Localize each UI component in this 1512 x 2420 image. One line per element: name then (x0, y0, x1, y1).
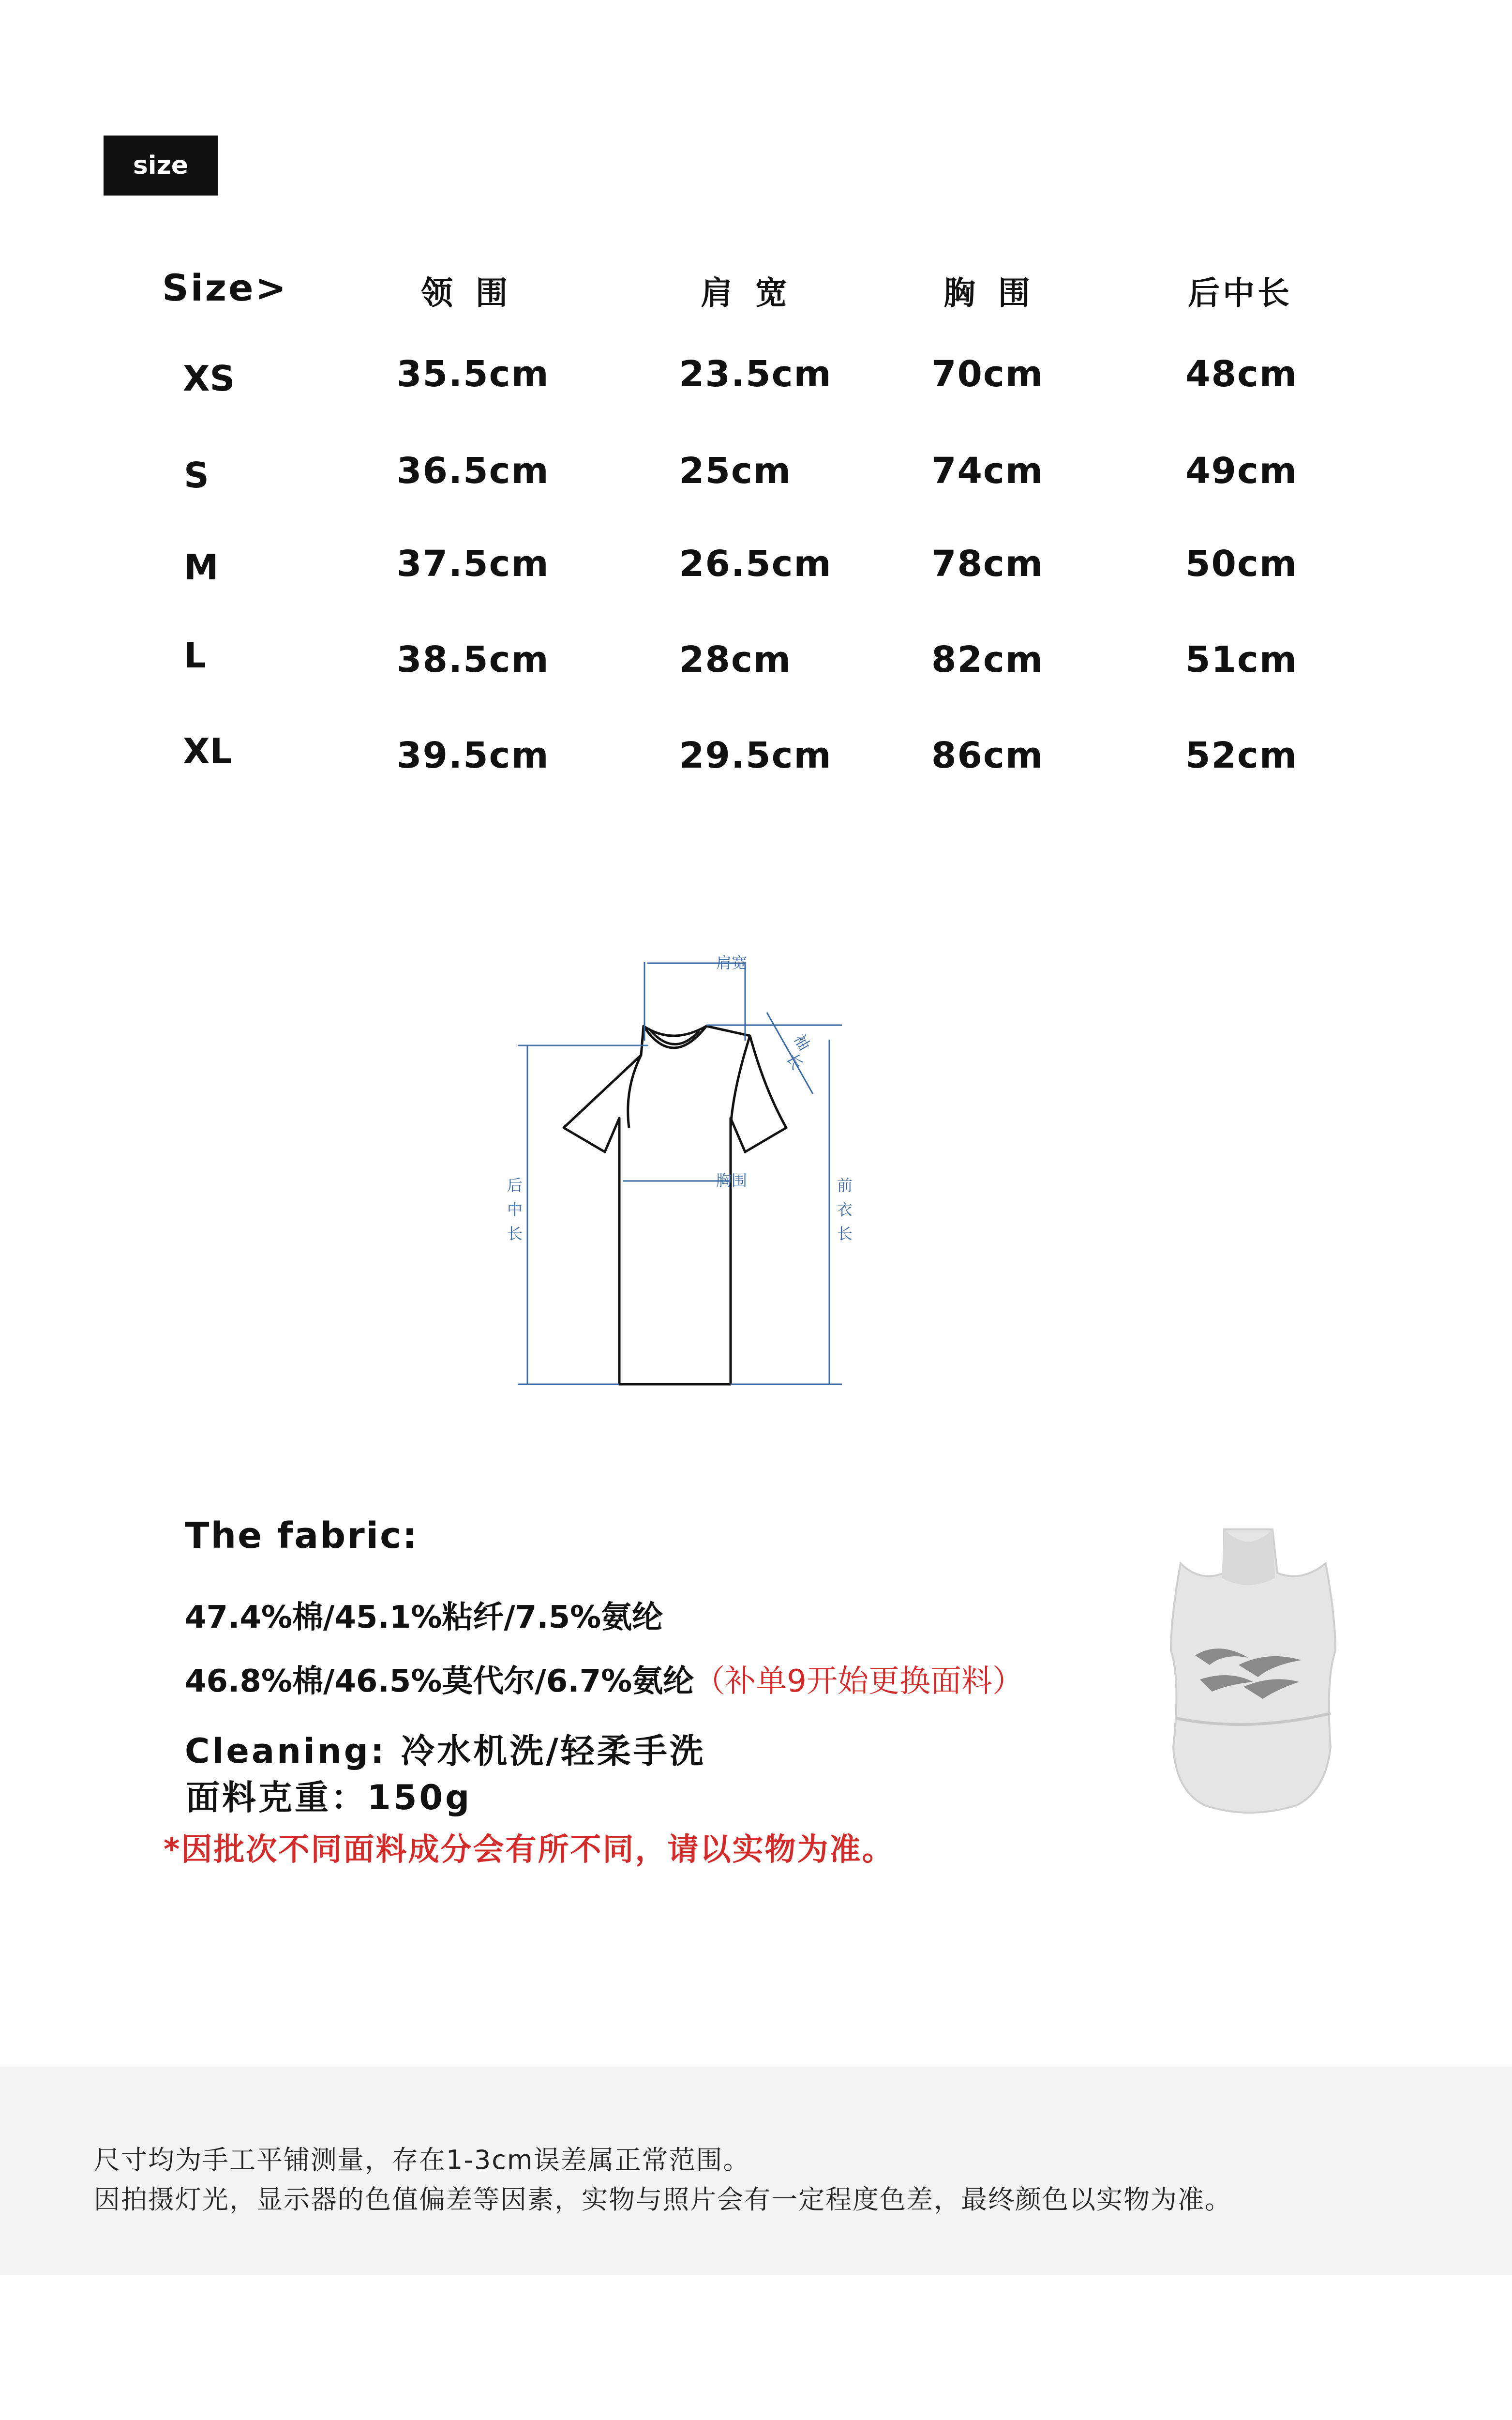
lbl-back0: 后 (507, 1176, 523, 1195)
header-size: Size> (162, 266, 288, 309)
size-tag: size (104, 136, 218, 196)
lbl-back1: 中 (507, 1200, 523, 1219)
batch-warning: *因批次不同面料成分会有所不同，请以实物为准。 (164, 1832, 895, 1868)
tshirt-diagram-svg (503, 929, 1026, 1399)
collar-value: 36.5cm (397, 450, 550, 492)
header-back-length: 后中长 (1188, 274, 1292, 312)
row-size: XL (183, 731, 232, 771)
collar-value: 37.5cm (397, 543, 550, 585)
chest-value: 70cm (931, 353, 1044, 395)
length-value: 50cm (1185, 543, 1298, 585)
row-size: S (184, 455, 209, 496)
header-collar: 领 围 (421, 274, 513, 312)
composition-2: 46.8%棉/46.5%莫代尔/6.7%氨纶 (185, 1664, 694, 1699)
shoulder-value: 25cm (679, 450, 792, 492)
size-chart (0, 0, 1512, 823)
row-size: M (184, 547, 219, 588)
chest-value: 78cm (931, 543, 1044, 585)
measurement-lines (518, 962, 842, 1384)
row-size: XS (183, 358, 235, 399)
color-note: 因拍摄灯光，显示器的色值偏差等因素，实物与照片会有一定程度色差，最终颜色以实物为准。 (94, 2184, 1232, 2215)
measurement-diagram (503, 929, 1026, 1399)
chest-value: 82cm (931, 639, 1044, 681)
composition-1: 47.4%棉/45.1%粘纤/7.5%氨纶 (185, 1600, 663, 1635)
length-value: 51cm (1185, 639, 1298, 681)
lbl-front0: 前 (837, 1176, 853, 1195)
cleaning-instructions: Cleaning: 冷水机洗/轻柔手洗 (185, 1731, 706, 1771)
disclaimer-footer (0, 2067, 1512, 2275)
fabric-title: The fabric: (185, 1515, 419, 1557)
chest-value: 74cm (931, 450, 1044, 492)
shoulder-value: 29.5cm (679, 735, 832, 776)
row-size: L (184, 635, 206, 676)
lbl-front1: 衣 (837, 1200, 853, 1219)
lbl-chest: 胸围 (716, 1171, 748, 1190)
length-value: 49cm (1185, 450, 1298, 492)
product-thumbnail (1127, 1520, 1369, 1839)
length-value: 52cm (1185, 735, 1298, 776)
fabric-weight: 面料克重：150g (186, 1778, 472, 1817)
length-value: 48cm (1185, 353, 1298, 395)
composition-2-note: （补单9开始更换面料） (694, 1664, 1024, 1699)
lbl-sleeve0: 袖 (790, 1031, 814, 1054)
lbl-sleeve1: 长 (783, 1050, 807, 1073)
composition-2-row (185, 1656, 1023, 1701)
tank-top-image (1127, 1520, 1369, 1839)
tshirt-outline (564, 1026, 786, 1384)
header-shoulder: 肩 宽 (701, 274, 793, 312)
collar-value: 35.5cm (397, 353, 550, 395)
lbl-shoulder: 肩宽 (716, 953, 748, 972)
lbl-front2: 长 (837, 1225, 853, 1243)
shoulder-value: 28cm (679, 639, 792, 681)
shoulder-value: 26.5cm (679, 543, 832, 585)
measurement-note: 尺寸均为手工平铺测量，存在1-3cm误差属正常范围。 (94, 2145, 750, 2175)
collar-value: 39.5cm (397, 735, 550, 776)
diagram-labels (507, 953, 853, 1243)
shoulder-value: 23.5cm (679, 353, 832, 395)
chest-value: 86cm (931, 735, 1044, 776)
collar-value: 38.5cm (397, 639, 550, 681)
header-chest: 胸 围 (943, 274, 1036, 312)
lbl-back2: 长 (507, 1225, 523, 1243)
